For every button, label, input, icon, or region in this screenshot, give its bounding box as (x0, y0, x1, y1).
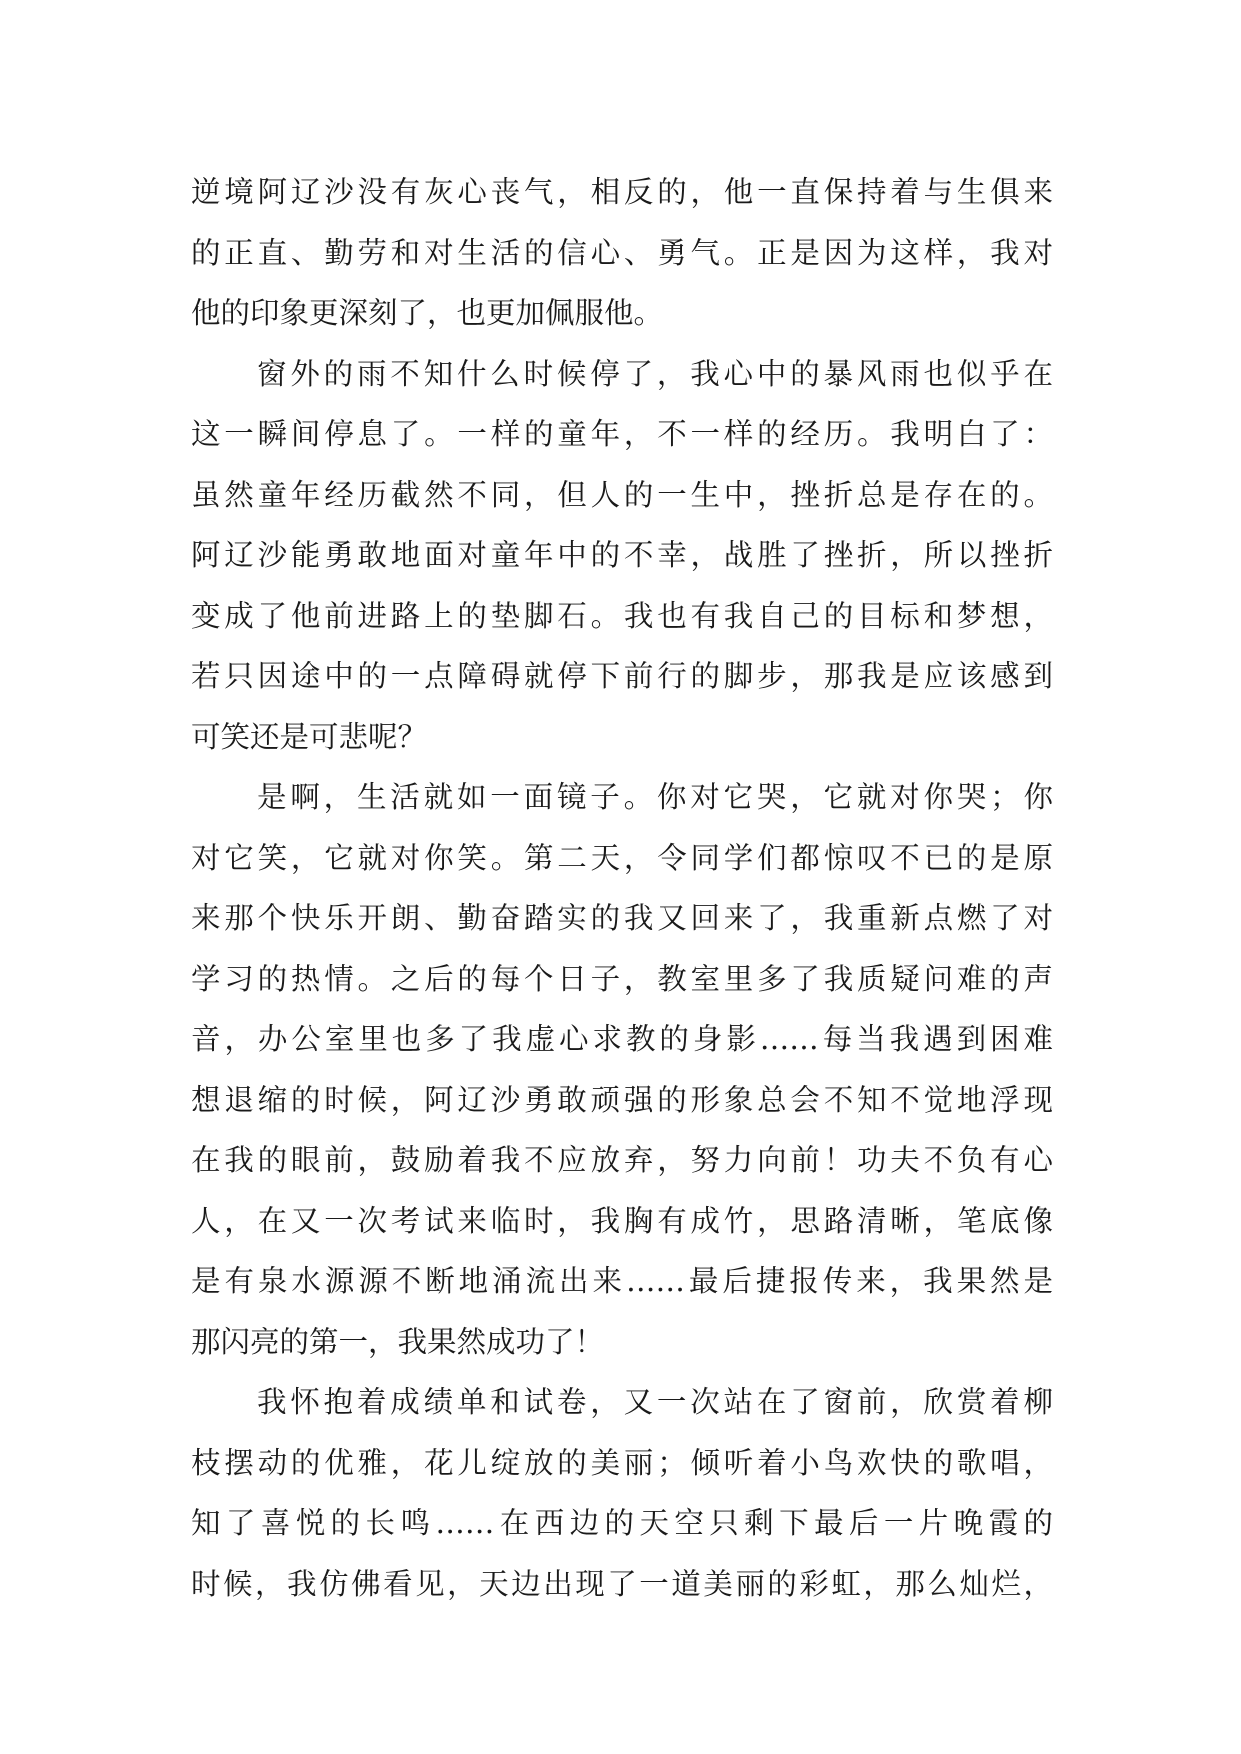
text-line: 人，在又一次考试来临时，我胸有成竹，思路清晰，笔底像 (191, 1203, 1053, 1238)
text-line: 可笑还是可悲呢？ (191, 719, 428, 754)
text-line: 若只因途中的一点障碍就停下前行的脚步，那我是应该感到 (191, 659, 1053, 693)
text-line: 在我的眼前，鼓励着我不应放弃，努力向前！功夫不负有心 (191, 1143, 1053, 1177)
text-line: 学习的热情。之后的每个日子，教室里多了我质疑问难的声 (191, 961, 1053, 996)
text-line: 这一瞬间停息了。一样的童年，不一样的经历。我明白了： (191, 417, 1053, 451)
text-line: 枝摆动的优雅，花儿绽放的美丽；倾听着小鸟欢快的歌唱， (191, 1445, 1053, 1480)
text-line: 对它笑，它就对你笑。第二天，令同学们都惊叹不已的是原 (191, 840, 1053, 875)
text-line: 的正直、勤劳和对生活的信心、勇气。正是因为这样，我对 (191, 235, 1053, 270)
text-line: 阿辽沙能勇敢地面对童年中的不幸，战胜了挫折，所以挫折 (191, 538, 1053, 572)
text-line: 时候，我仿佛看见，天边出现了一道美丽的彩虹，那么灿烂， (191, 1566, 1053, 1601)
paragraph-first-line: 我怀抱着成绩单和试卷，又一次站在了窗前，欣赏着柳 (257, 1385, 1053, 1419)
text-line: 那闪亮的第一，我果然成功了！ (191, 1324, 605, 1359)
text-line: 来那个快乐开朗、勤奋踏实的我又回来了，我重新点燃了对 (191, 901, 1053, 935)
text-line: 音，办公室里也多了我虚心求教的身影……每当我遇到困难 (191, 1022, 1053, 1056)
text-line: 他的印象更深刻了，也更加佩服他。 (191, 296, 664, 330)
text-line: 变成了他前进路上的垫脚石。我也有我自己的目标和梦想， (191, 598, 1053, 633)
text-line: 想退缩的时候，阿辽沙勇敢顽强的形象总会不知不觉地浮现 (191, 1082, 1053, 1117)
text-line: 知了喜悦的长鸣……在西边的天空只剩下最后一片晚霞的 (191, 1506, 1053, 1540)
paragraph-first-line: 是啊，生活就如一面镜子。你对它哭，它就对你哭；你 (257, 780, 1053, 814)
text-line: 是有泉水源源不断地涌流出来……最后捷报传来，我果然是 (191, 1264, 1053, 1298)
text-line: 逆境阿辽沙没有灰心丧气，相反的，他一直保持着与生俱来 (191, 175, 1053, 209)
paragraph-first-line: 窗外的雨不知什么时候停了，我心中的暴风雨也似乎在 (257, 356, 1053, 391)
text-line: 虽然童年经历截然不同，但人的一生中，挫折总是存在的。 (191, 477, 1053, 512)
article-body (191, 162, 1053, 1614)
